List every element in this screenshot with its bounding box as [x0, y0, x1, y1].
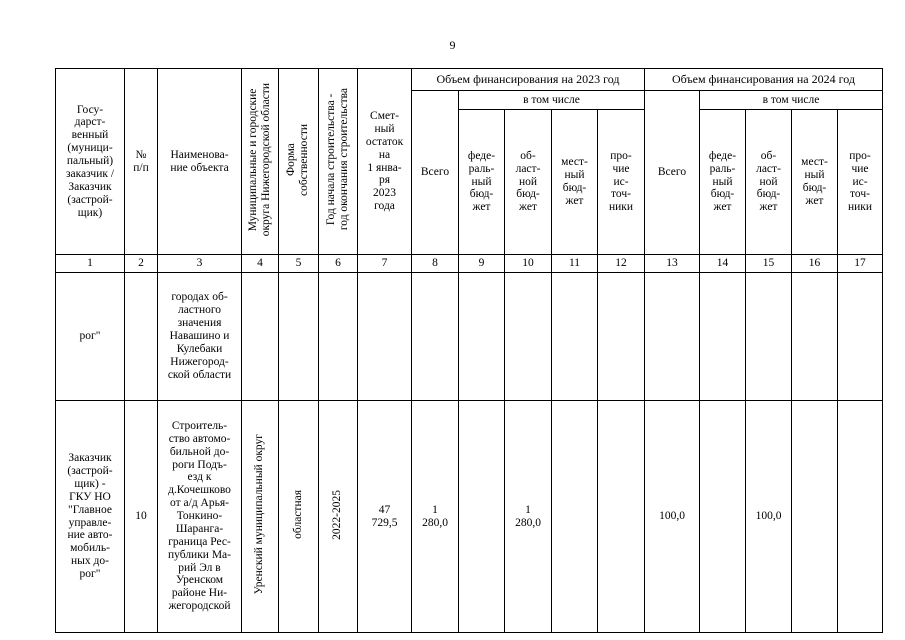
- header-local-2024: мест- ный бюд- жет: [792, 110, 838, 255]
- header-other-2023: про- чие ис- точ- ники: [598, 110, 645, 255]
- cell-federal-2024: [700, 401, 746, 633]
- header-total-2023: Всего: [412, 91, 459, 255]
- cell-customer: рог": [56, 273, 125, 401]
- cell-other-2023: [598, 401, 645, 633]
- column-number-row: [56, 255, 883, 273]
- header-municipality: Муниципальные и городские округа Нижегородской области: [242, 69, 279, 255]
- table-row: [56, 401, 883, 633]
- cell-regional-2023: 1 280,0: [505, 401, 552, 633]
- header-regional-2024: об- ласт- ной бюд- жет: [746, 110, 792, 255]
- cell-local-2024: [792, 273, 838, 401]
- cell-local-2024: [792, 401, 838, 633]
- header-financing-2023: Объем финансирования на 2023 год: [412, 69, 645, 91]
- header-years: Год начала строительства - год окончания строительства: [319, 69, 358, 255]
- cell-number: 10: [125, 401, 158, 633]
- cell-customer: Заказчик (застрой- щик) - ГКУ НО "Главное управле- ние авто- мобиль- ных до- рог": [56, 401, 125, 633]
- cell-ownership: [279, 273, 319, 401]
- column-number: 4: [242, 255, 279, 273]
- cell-total-2023: 1 280,0: [412, 401, 459, 633]
- column-number: 7: [358, 255, 412, 273]
- cell-years: 2022-2025: [319, 401, 358, 633]
- header-ownership: Форма собственности: [279, 69, 319, 255]
- cell-object-name: городах об- ластного значения Навашино и Кулебаки Нижегород- ской области: [158, 273, 242, 401]
- header-regional-2023: об- ласт- ной бюд- жет: [505, 110, 552, 255]
- header-number: № п/п: [125, 69, 158, 255]
- cell-number: [125, 273, 158, 401]
- financing-table: [55, 68, 883, 633]
- column-number: 9: [459, 255, 505, 273]
- header-local-2023: мест- ный бюд- жет: [552, 110, 598, 255]
- cell-municipality: Уренский муниципальный округ: [242, 401, 279, 633]
- header-object-name: Наименова- ние объекта: [158, 69, 242, 255]
- header-row-1: [56, 69, 883, 91]
- cell-other-2024: [838, 401, 883, 633]
- cell-municipality: [242, 273, 279, 401]
- page-number: 9: [449, 38, 456, 52]
- column-number: 12: [598, 255, 645, 273]
- column-number: 15: [746, 255, 792, 273]
- cell-ownership: областная: [279, 401, 319, 633]
- column-number: 13: [645, 255, 700, 273]
- header-customer: Госу- дарст- венный (муници- пальный) заказчик / Заказчик (застрой- щик): [56, 69, 125, 255]
- header-including-2023: в том числе: [459, 91, 645, 110]
- cell-regional-2024: 100,0: [746, 401, 792, 633]
- column-number: 10: [505, 255, 552, 273]
- header-total-2024: Всего: [645, 91, 700, 255]
- column-number: 17: [838, 255, 883, 273]
- cell-other-2023: [598, 273, 645, 401]
- cell-total-2024: [645, 273, 700, 401]
- cell-federal-2023: [459, 273, 505, 401]
- header-estimate: Смет- ный остаток на 1 янва- ря 2023 года: [358, 69, 412, 255]
- header-federal-2023: феде- раль- ный бюд- жет: [459, 110, 505, 255]
- header-other-2024: про- чие ис- точ- ники: [838, 110, 883, 255]
- column-number: 6: [319, 255, 358, 273]
- cell-regional-2023: [505, 273, 552, 401]
- cell-years: [319, 273, 358, 401]
- column-number: 2: [125, 255, 158, 273]
- cell-object-name: Строитель- ство автомо- бильной до- роги Подъ- езд к д.Кочешково от а/д Арья- Тонкино- Шаранга- граница Рес- публики Ма- рий Эл в Уренском районе Ни- жегородской: [158, 401, 242, 633]
- cell-local-2023: [552, 273, 598, 401]
- header-including-2024: в том числе: [700, 91, 883, 110]
- column-number: 16: [792, 255, 838, 273]
- cell-federal-2024: [700, 273, 746, 401]
- cell-local-2023: [552, 401, 598, 633]
- header-federal-2024: феде- раль- ный бюд- жет: [700, 110, 746, 255]
- column-number: 5: [279, 255, 319, 273]
- cell-estimate: [358, 273, 412, 401]
- cell-total-2024: 100,0: [645, 401, 700, 633]
- column-number: 1: [56, 255, 125, 273]
- cell-regional-2024: [746, 273, 792, 401]
- table-row: [56, 273, 883, 401]
- cell-other-2024: [838, 273, 883, 401]
- cell-federal-2023: [459, 401, 505, 633]
- cell-estimate: 47 729,5: [358, 401, 412, 633]
- header-financing-2024: Объем финансирования на 2024 год: [645, 69, 883, 91]
- column-number: 11: [552, 255, 598, 273]
- column-number: 3: [158, 255, 242, 273]
- column-number: 8: [412, 255, 459, 273]
- cell-total-2023: [412, 273, 459, 401]
- column-number: 14: [700, 255, 746, 273]
